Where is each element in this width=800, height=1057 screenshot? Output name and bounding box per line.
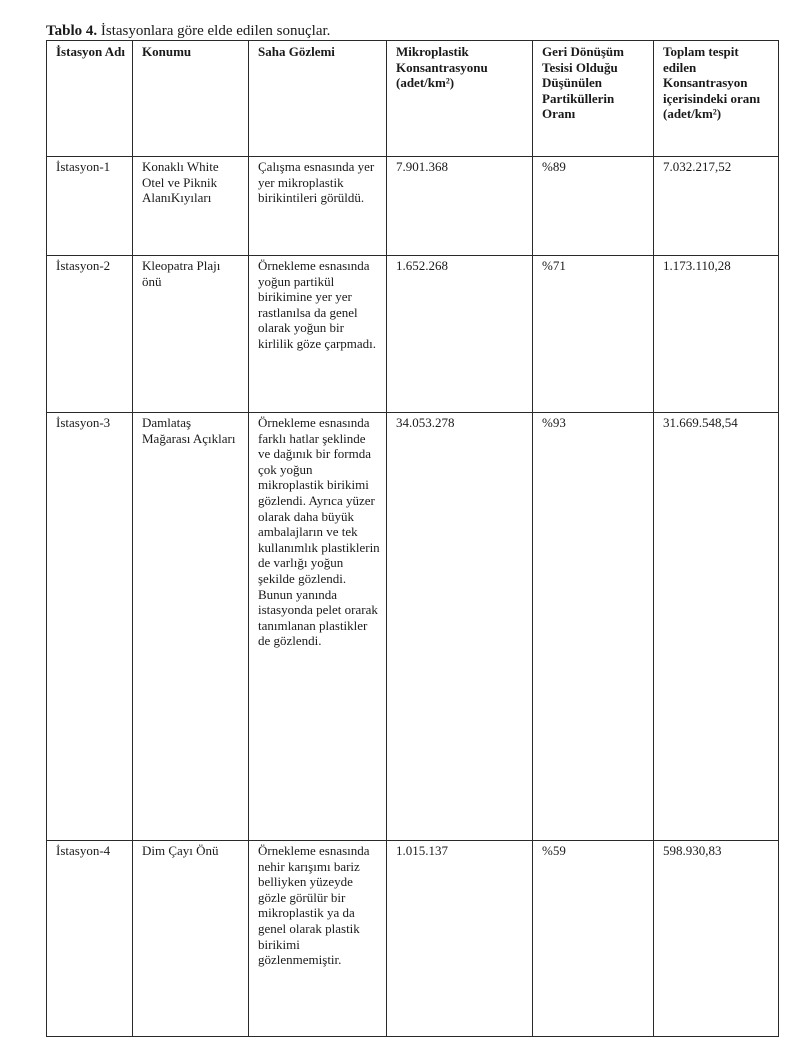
cell-recycle-ratio: %93 bbox=[533, 413, 654, 841]
cell-location: Dim Çayı Önü bbox=[133, 841, 249, 1037]
cell-location: Kleopatra Plajı önü bbox=[133, 256, 249, 413]
header-concentration: Mikroplastik Konsantrasyonu (adet/km²) bbox=[387, 41, 533, 157]
cell-station: İstasyon-1 bbox=[47, 157, 133, 256]
header-location: Konumu bbox=[133, 41, 249, 157]
cell-concentration: 7.901.368 bbox=[387, 157, 533, 256]
cell-total-ratio: 7.032.217,52 bbox=[654, 157, 779, 256]
table-row bbox=[47, 841, 779, 1037]
table-row bbox=[47, 256, 779, 413]
cell-observation: Örnekleme esnasında nehir karışımı bariz belliyken yüzeyde gözle görülür bir mikroplastik ya da genel olarak plastik birikimi gözlenmemiştir. bbox=[249, 841, 387, 1037]
cell-observation: Örnekleme esnasında yoğun partikül birikimine yer yer rastlanılsa da genel olarak yoğun bir kirlilik göze çarpmadı. bbox=[249, 256, 387, 413]
table-caption-text: İstasyonlara göre elde edilen sonuçlar. bbox=[97, 23, 331, 39]
cell-total-ratio: 1.173.110,28 bbox=[654, 256, 779, 413]
table-caption bbox=[46, 22, 330, 40]
header-total-ratio: Toplam tespit edilen Konsantrasyon içerisindeki oranı (adet/km²) bbox=[654, 41, 779, 157]
cell-recycle-ratio: %59 bbox=[533, 841, 654, 1037]
cell-station: İstasyon-4 bbox=[47, 841, 133, 1037]
cell-concentration: 1.652.268 bbox=[387, 256, 533, 413]
header-station: İstasyon Adı bbox=[47, 41, 133, 157]
table-header-row bbox=[47, 41, 779, 157]
table-row bbox=[47, 157, 779, 256]
cell-location: Konaklı White Otel ve Piknik AlanıKıyıları bbox=[133, 157, 249, 256]
cell-concentration: 1.015.137 bbox=[387, 841, 533, 1037]
cell-total-ratio: 598.930,83 bbox=[654, 841, 779, 1037]
cell-station: İstasyon-2 bbox=[47, 256, 133, 413]
cell-total-ratio: 31.669.548,54 bbox=[654, 413, 779, 841]
cell-observation: Çalışma esnasında yer yer mikroplastik birikintileri görüldü. bbox=[249, 157, 387, 256]
header-recycle-ratio: Geri Dönüşüm Tesisi Olduğu Düşünülen Partiküllerin Oranı bbox=[533, 41, 654, 157]
cell-recycle-ratio: %89 bbox=[533, 157, 654, 256]
header-observation: Saha Gözlemi bbox=[249, 41, 387, 157]
results-table bbox=[46, 40, 779, 1037]
cell-location: Damlataş Mağarası Açıkları bbox=[133, 413, 249, 841]
cell-recycle-ratio: %71 bbox=[533, 256, 654, 413]
table-row bbox=[47, 413, 779, 841]
table-caption-label: Tablo 4. bbox=[46, 23, 98, 39]
cell-observation: Örnekleme esnasında farklı hatlar şeklinde ve dağınık bir formda çok yoğun mikroplastik birikimi gözlendi. Ayrıca yüzer olarak daha büyük ambalajların ve tek kullanımlık plastiklerin de varlığı yoğun şekilde gözlendi. Bunun yanında istasyonda pelet orarak tanımlanan plastikler de gözlendi. bbox=[249, 413, 387, 841]
cell-concentration: 34.053.278 bbox=[387, 413, 533, 841]
cell-station: İstasyon-3 bbox=[47, 413, 133, 841]
